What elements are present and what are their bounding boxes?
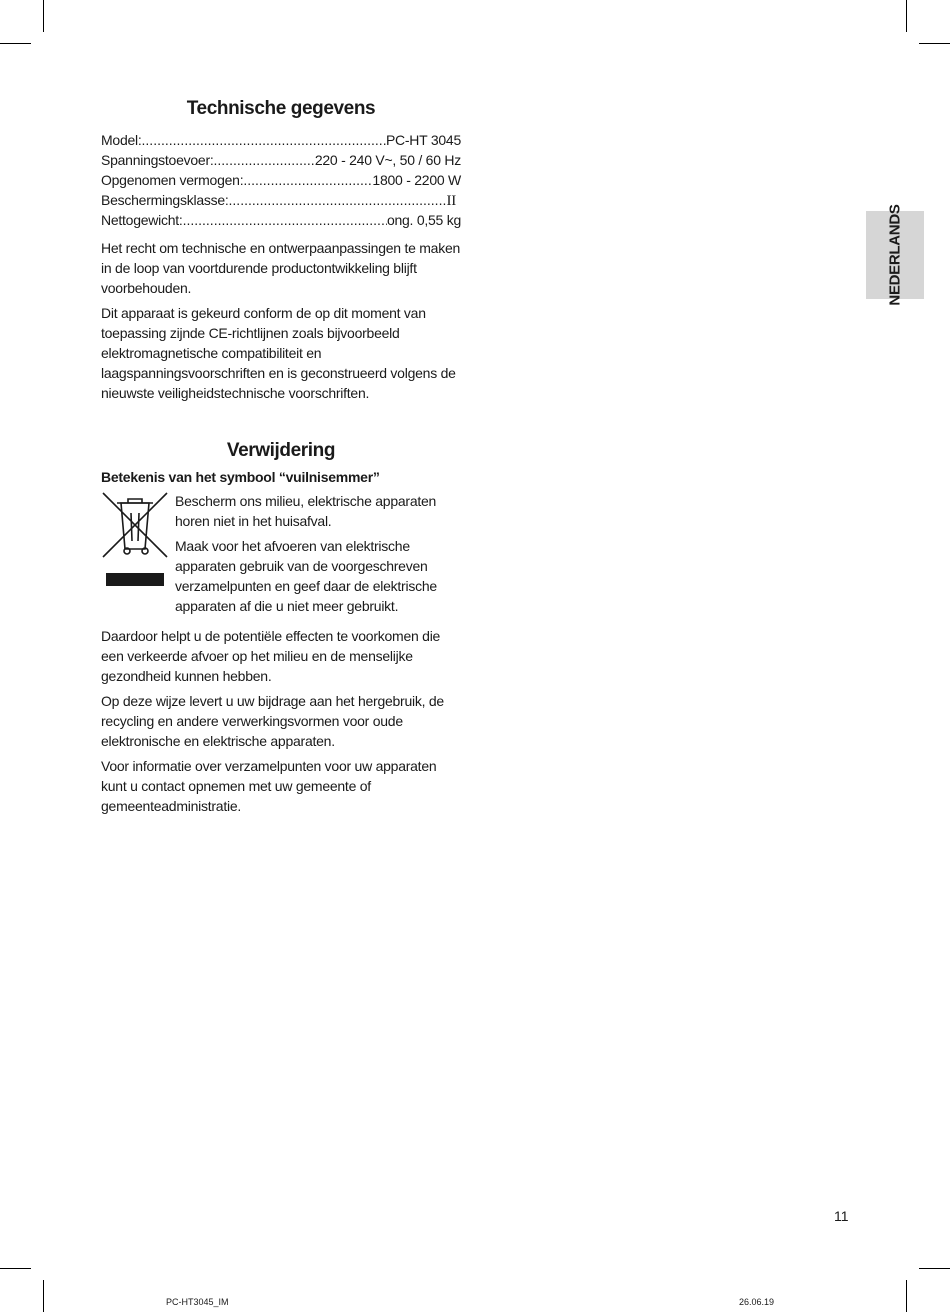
crop-mark — [0, 43, 31, 44]
crop-mark — [919, 1268, 950, 1269]
page-number: 11 — [834, 1208, 849, 1224]
spec-row-protection-class — [101, 190, 461, 210]
paragraph: Op deze wijze levert u uw bijdrage aan het hergebruik, de recycling en andere verwerkingsvormen voor oude elektronische en elektrische apparaten. — [101, 693, 444, 749]
spec-row-power — [101, 170, 461, 190]
paragraph: Maak voor het afvoeren van elektrische apparaten gebruik van de voorgeschreven verzamelpunten en geef daar de elektrische apparaten af die u niet meer gebruikt. — [175, 538, 437, 614]
symbol-explanation — [175, 491, 461, 621]
technical-data-heading: Technische gegevens — [186, 98, 376, 119]
language-tab-label: NEDERLANDS — [886, 204, 904, 306]
content-column — [101, 96, 461, 821]
footer-date: 26.06.19 — [739, 1297, 775, 1307]
disposal-subheading: Betekenis van het symbool “vuilnisemmer” — [101, 469, 380, 485]
crop-mark — [906, 0, 907, 32]
spec-value: ong. 0,55 kg — [386, 212, 461, 228]
footer-document-id: PC-HT3045_IM — [166, 1297, 229, 1307]
spec-label: Spanningstoevoer: — [101, 152, 214, 168]
crop-mark — [919, 43, 950, 44]
spec-value: PC-HT 3045 — [385, 132, 461, 148]
spec-row-voltage — [101, 150, 461, 170]
spec-label: Beschermingsklasse: — [101, 192, 229, 208]
spec-value: II — [446, 193, 456, 209]
symbol-section — [101, 491, 461, 621]
disposal-heading: Verwijdering — [226, 440, 336, 461]
paragraph: Het recht om technische en ontwerpaanpassingen te maken in de loop van voortdurende productontwikkeling blijft voorbehouden. — [101, 240, 461, 296]
spec-row-model — [101, 130, 461, 150]
paragraph: Dit apparaat is gekeurd conform de op dit moment van toepassing zijnde CE-richtlijnen zoals bijvoorbeeld elektromagnetische compatibiliteit en laagspanningsvoorschriften en is geconstrueerd volgens de nieuwste veiligheidstechnische voorschriften. — [101, 305, 456, 401]
spec-label: Nettogewicht: — [101, 212, 183, 228]
crop-mark — [906, 1280, 907, 1312]
spec-label: Opgenomen vermogen: — [101, 172, 244, 188]
spec-list — [101, 130, 461, 230]
language-tab — [866, 204, 924, 306]
paragraph: Bescherm ons milieu, elektrische apparaten horen niet in het huisafval. — [175, 493, 437, 529]
spec-value: 220 - 240 V~, 50 / 60 Hz — [314, 152, 461, 168]
paragraph: Daardoor helpt u de potentiële effecten te voorkomen die een verkeerde afvoer op het milieu en de menselijke gezondheid kunnen hebben. — [101, 628, 441, 684]
crop-mark — [43, 0, 44, 32]
crop-mark — [43, 1280, 44, 1312]
spec-label: Model: — [101, 132, 142, 148]
spec-value: 1800 - 2200 W — [372, 172, 461, 188]
spec-row-weight — [101, 210, 461, 230]
paragraph: Voor informatie over verzamelpunten voor uw apparaten kunt u contact opnemen met uw gemeente of gemeenteadministratie. — [101, 758, 437, 814]
crossed-out-wheelie-bin-icon — [101, 491, 175, 591]
crop-mark — [0, 1268, 31, 1269]
